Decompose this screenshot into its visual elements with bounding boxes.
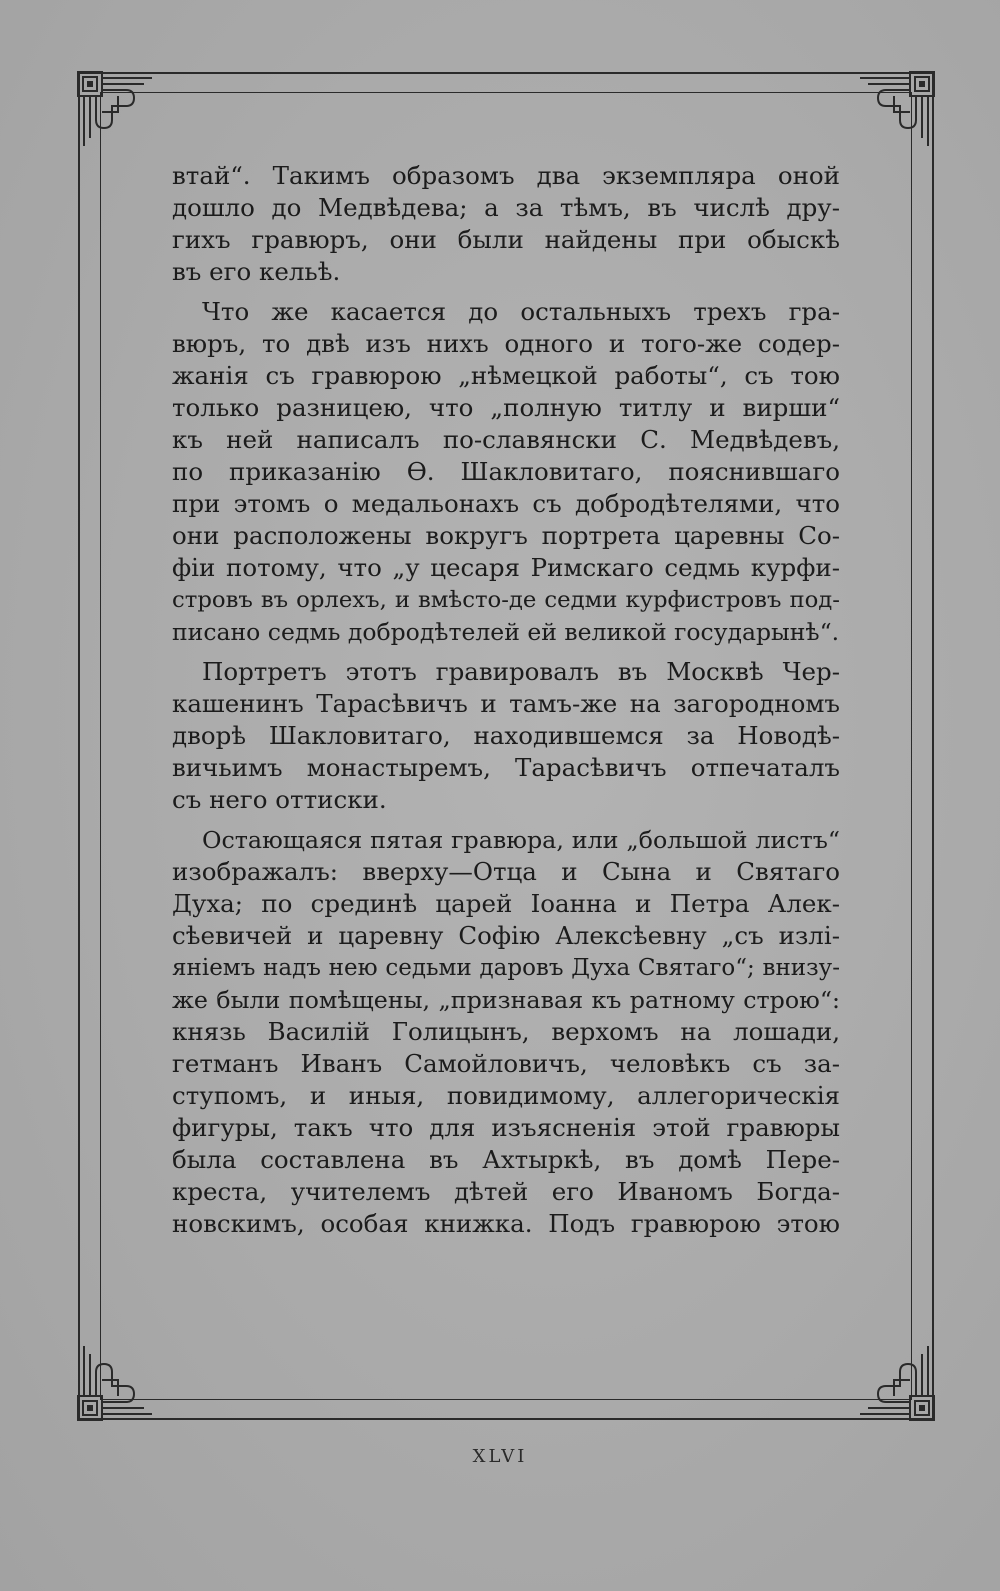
paragraph (172, 824, 840, 1240)
text-line: вичьимъ монастыремъ, Тарасѣвичъ отпечаталъ (172, 753, 840, 782)
text-line: новскимъ, особая книжка. Подъ гравюрою этою (172, 1209, 840, 1238)
corner-ornament-bottom-right (858, 1344, 938, 1424)
text-line: втай“. Такимъ образомъ два экземпляра оной (172, 161, 840, 190)
text-line: была составлена въ Ахтыркѣ, въ домѣ Пере- (172, 1145, 840, 1174)
text-line: при этомъ о медальонахъ съ добродѣтелями, что (172, 489, 840, 518)
corner-ornament-top-right (858, 68, 938, 148)
text-line: кашенинъ Тарасѣвичъ и тамъ-же на загородномъ (172, 689, 840, 718)
text-line: же были помѣщены, „признавая къ ратному строю“: (172, 986, 840, 1014)
text-line: они расположены вокругъ портрета царевны Со- (172, 521, 840, 550)
corner-ornament-bottom-left (74, 1344, 154, 1424)
corner-ornament-top-left (74, 68, 154, 148)
text-line: вюръ, то двѣ изъ нихъ одного и того-же содер- (172, 329, 840, 358)
paragraph (172, 160, 840, 288)
text-line: дворѣ Шакловитаго, находившемся за Новодѣ- (172, 721, 840, 750)
paragraph (172, 296, 840, 648)
text-line: фигуры, такъ что для изъясненія этой гравюры (172, 1113, 840, 1142)
text-line: сѣевичей и царевну Софію Алексѣевну „съ излі- (172, 921, 840, 950)
page-number: XLVI (472, 1446, 528, 1467)
text-line: стровъ въ орлехъ, и вмѣсто-де седми курфистровъ под- (172, 587, 840, 613)
body-text (172, 160, 840, 1248)
text-line: Духа; по срединѣ царей Іоанна и Петра Алек- (172, 889, 840, 918)
text-line: жанія съ гравюрою „нѣмецкой работы“, съ тою (172, 361, 840, 390)
text-line: изображалъ: вверху—Отца и Сына и Святаго (172, 857, 840, 886)
text-line: фіи потому, что „у цесаря Римскаго седмь курфи- (172, 553, 840, 582)
text-line: ступомъ, и иныя, повидимому, аллегорическія (172, 1081, 840, 1110)
text-line: гихъ гравюръ, они были найдены при обыскѣ (172, 225, 840, 254)
paragraph (172, 656, 840, 816)
text-line: въ его кельѣ. (172, 257, 341, 286)
text-line: креста, учителемъ дѣтей его Иваномъ Богда- (172, 1177, 840, 1206)
text-line: дошло до Медвѣдева; а за тѣмъ, въ числѣ дру- (172, 193, 840, 222)
text-line: Портретъ этотъ гравировалъ въ Москвѣ Чер- (202, 657, 840, 686)
text-line: гетманъ Иванъ Самойловичъ, человѣкъ съ за- (172, 1049, 840, 1078)
text-line: съ него оттиски. (172, 785, 387, 814)
text-line: только разницею, что „полную титлу и вирши“ (172, 393, 840, 422)
text-line: яніемъ надъ нею седьми даровъ Духа Святаго“; внизу- (172, 955, 840, 981)
text-line: князь Василій Голицынъ, верхомъ на лошади, (172, 1017, 840, 1046)
text-line: Остающаяся пятая гравюра, или „большой листъ“ (202, 826, 840, 854)
text-line: писано седмь добродѣтелей ей великой государынѣ“. (172, 618, 840, 646)
text-line: по приказанію Ѳ. Шакловитаго, пояснившаго (172, 457, 840, 486)
text-line: Что же касается до остальныхъ трехъ гра- (202, 297, 840, 326)
text-line: къ ней написалъ по-славянски С. Медвѣдевъ, (172, 425, 840, 454)
